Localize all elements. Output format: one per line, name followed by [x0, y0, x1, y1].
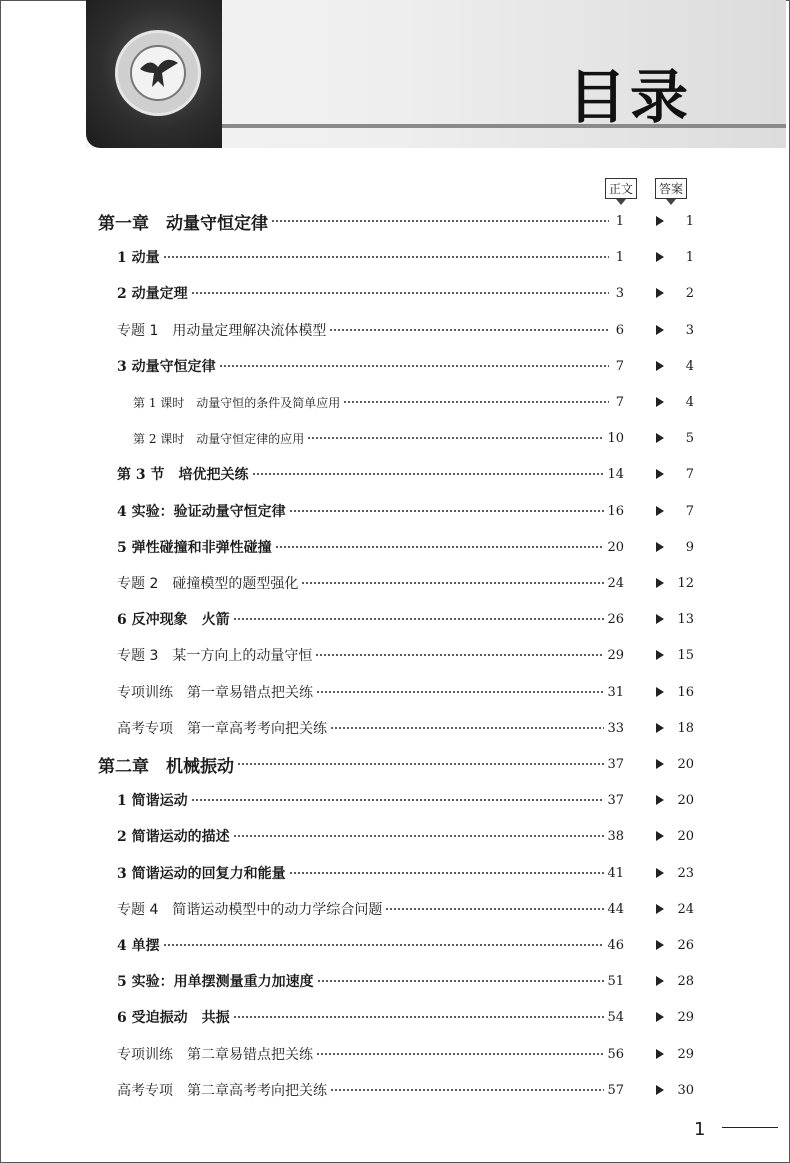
toc-entry[interactable]	[117, 571, 624, 595]
toc-row[interactable]	[0, 245, 790, 269]
triangle-pointer-icon	[656, 795, 664, 805]
triangle-pointer-icon	[656, 723, 664, 733]
toc-page-number: 46	[607, 937, 624, 953]
triangle-pointer-icon	[656, 397, 664, 407]
toc-entry-label: 4 实验：验证动量守恒定律	[117, 504, 286, 520]
triangle-pointer-icon	[656, 433, 664, 443]
toc-answer-ref[interactable]	[656, 788, 694, 812]
toc-entry-label: 第 3 节 培优把关练	[117, 467, 249, 483]
toc-answer-ref[interactable]	[656, 499, 694, 523]
toc-answer-page: 20	[677, 792, 694, 808]
toc-entry-label: 专题 3 某一方向上的动量守恒	[117, 648, 313, 664]
toc-answer-page: 4	[685, 394, 694, 410]
toc-page-number: 1	[615, 249, 624, 265]
dot-leader	[233, 618, 605, 620]
toc-answer-ref[interactable]	[656, 426, 694, 450]
dot-leader	[289, 872, 605, 874]
toc-row[interactable]	[0, 499, 790, 523]
toc-entry-label: 3 动量守恒定律	[117, 359, 216, 375]
toc-entry[interactable]	[117, 824, 624, 848]
dot-leader	[301, 582, 604, 584]
column-header-text: 正文	[605, 178, 637, 199]
dot-leader	[317, 980, 605, 982]
toc-page-number: 33	[607, 720, 624, 736]
toc-answer-ref[interactable]	[656, 390, 694, 414]
toc-entry-label: 5 实验：用单摆测量重力加速度	[117, 974, 314, 990]
toc-answer-ref[interactable]	[656, 643, 694, 667]
toc-entry-label: 专题 1 用动量定理解决流体模型	[117, 323, 327, 339]
toc-answer-ref[interactable]	[656, 824, 694, 848]
toc-answer-page: 26	[677, 937, 694, 953]
toc-entry[interactable]	[117, 1042, 624, 1066]
toc-answer-page: 7	[685, 466, 694, 482]
triangle-pointer-icon	[656, 578, 664, 588]
toc-answer-page: 29	[677, 1009, 694, 1025]
triangle-pointer-icon	[656, 1085, 664, 1095]
toc-row[interactable]	[0, 897, 790, 921]
toc-row[interactable]	[0, 824, 790, 848]
toc-row[interactable]	[0, 861, 790, 885]
triangle-pointer-icon	[656, 868, 664, 878]
toc-answer-page: 15	[677, 647, 694, 663]
toc-answer-page: 1	[685, 213, 694, 229]
toc-page-number: 51	[607, 973, 624, 989]
toc-entry[interactable]	[117, 969, 624, 993]
toc-entry-label: 第 1 课时 动量守恒的条件及简单应用	[133, 395, 341, 410]
toc-answer-page: 9	[685, 539, 694, 555]
triangle-pointer-icon	[656, 831, 664, 841]
toc-answer-page: 20	[677, 756, 694, 772]
toc-answer-ref[interactable]	[656, 969, 694, 993]
toc-row[interactable]	[0, 969, 790, 993]
dot-leader	[307, 437, 604, 439]
toc-answer-page: 4	[685, 358, 694, 374]
toc-entry-label: 专项训练 第一章易错点把关练	[117, 685, 313, 701]
triangle-pointer-icon	[656, 1012, 664, 1022]
toc-answer-ref[interactable]	[656, 281, 694, 305]
toc-answer-page: 1	[685, 249, 694, 265]
triangle-pointer-icon	[656, 976, 664, 986]
toc-entry-label: 第 2 课时 动量守恒定律的应用	[133, 431, 305, 446]
toc-answer-page: 24	[677, 901, 694, 917]
toc-page-number: 57	[607, 1082, 624, 1098]
dot-leader	[163, 944, 605, 946]
toc-entry[interactable]	[117, 643, 624, 667]
triangle-pointer-icon	[656, 687, 664, 697]
toc-page-number: 3	[615, 285, 624, 301]
toc-answer-page: 2	[685, 285, 694, 301]
toc-entry-label: 高考专项 第一章高考考向把关练	[117, 721, 327, 737]
toc-page-number: 56	[607, 1046, 624, 1062]
dot-leader	[330, 1089, 604, 1091]
toc-entry-label: 5 弹性碰撞和非弹性碰撞	[117, 540, 272, 556]
dot-leader	[316, 1053, 604, 1055]
toc-answer-page: 3	[685, 322, 694, 338]
toc-page-number: 31	[607, 684, 624, 700]
toc-answer-ref[interactable]	[656, 1078, 694, 1102]
toc-row[interactable]	[0, 571, 790, 595]
triangle-pointer-icon	[656, 506, 664, 516]
page-number: 1	[694, 1119, 706, 1140]
toc-entry[interactable]	[98, 752, 624, 776]
triangle-pointer-icon	[656, 542, 664, 552]
toc-answer-page: 5	[685, 430, 694, 446]
toc-page-number: 44	[607, 901, 624, 917]
toc-entry-label: 1 简谐运动	[117, 793, 188, 809]
triangle-pointer-icon	[656, 361, 664, 371]
toc-entry[interactable]	[117, 716, 624, 740]
triangle-pointer-icon	[656, 288, 664, 298]
triangle-pointer-icon	[656, 1049, 664, 1059]
toc-page-number: 54	[607, 1009, 624, 1025]
toc-entry[interactable]	[117, 1078, 624, 1102]
toc-entry[interactable]	[117, 281, 624, 305]
toc-answer-ref[interactable]	[656, 680, 694, 704]
toc-row[interactable]	[0, 318, 790, 342]
toc-answer-ref[interactable]	[656, 607, 694, 631]
toc-answer-ref[interactable]	[656, 897, 694, 921]
toc-answer-page: 20	[677, 828, 694, 844]
toc-answer-page: 13	[677, 611, 694, 627]
toc-row[interactable]	[0, 716, 790, 740]
toc-entry-label: 1 动量	[117, 250, 160, 266]
toc-row[interactable]	[0, 752, 790, 776]
toc-row[interactable]	[0, 209, 790, 233]
page-number-rule	[722, 1127, 778, 1128]
dot-leader	[233, 835, 605, 837]
dot-leader	[252, 473, 605, 475]
toc-page-number: 14	[607, 466, 624, 482]
triangle-pointer-icon	[656, 216, 664, 226]
triangle-pointer-icon	[656, 325, 664, 335]
triangle-pointer-icon	[656, 469, 664, 479]
toc-page-number: 26	[607, 611, 624, 627]
toc-row[interactable]	[0, 607, 790, 631]
toc-entry-label: 6 受迫振动 共振	[117, 1010, 230, 1026]
toc-entry-label: 3 简谐运动的回复力和能量	[117, 866, 286, 882]
toc-row[interactable]	[0, 426, 790, 450]
dot-leader	[233, 1016, 605, 1018]
toc-row[interactable]	[0, 390, 790, 414]
toc-entry[interactable]	[117, 933, 624, 957]
toc-row[interactable]	[0, 643, 790, 667]
dot-leader	[289, 510, 605, 512]
toc-entry[interactable]	[117, 318, 624, 342]
toc-entry-label: 第二章 机械振动	[98, 756, 234, 777]
toc-row[interactable]	[0, 933, 790, 957]
toc-entry[interactable]	[117, 499, 624, 523]
toc-answer-ref[interactable]	[656, 462, 694, 486]
dot-leader	[316, 691, 604, 693]
dot-leader	[219, 365, 609, 367]
toc-entry-label: 2 动量定理	[117, 286, 188, 302]
toc-page-number: 37	[607, 792, 624, 808]
dot-leader	[315, 654, 604, 656]
toc-page-number: 1	[615, 213, 624, 229]
toc-page-number: 29	[607, 647, 624, 663]
toc-answer-ref[interactable]	[656, 716, 694, 740]
triangle-pointer-icon	[656, 650, 664, 660]
toc-entry[interactable]	[98, 209, 624, 233]
toc-answer-page: 18	[677, 720, 694, 736]
dot-leader	[191, 292, 609, 294]
toc-row[interactable]	[0, 680, 790, 704]
toc-row[interactable]	[0, 354, 790, 378]
toc-entry[interactable]	[117, 680, 624, 704]
toc-answer-page: 7	[685, 503, 694, 519]
toc-answer-ref[interactable]	[656, 535, 694, 559]
toc-page-number: 10	[607, 430, 624, 446]
toc-page-number: 20	[607, 539, 624, 555]
toc-entry[interactable]	[117, 897, 624, 921]
toc-row[interactable]	[0, 1005, 790, 1029]
dot-leader	[271, 220, 609, 222]
toc-answer-page: 12	[677, 575, 694, 591]
toc-answer-ref[interactable]	[656, 318, 694, 342]
toc-answer-ref[interactable]	[656, 354, 694, 378]
toc-answer-ref[interactable]	[656, 209, 694, 233]
toc-page-number: 38	[607, 828, 624, 844]
triangle-pointer-icon	[656, 904, 664, 914]
toc-page-number: 7	[615, 358, 624, 374]
dot-leader	[329, 329, 609, 331]
toc-entry-label: 专题 4 简谐运动模型中的动力学综合问题	[117, 902, 383, 918]
dot-leader	[343, 401, 609, 403]
toc-row[interactable]	[0, 462, 790, 486]
toc-row[interactable]	[0, 788, 790, 812]
toc-answer-page: 28	[677, 973, 694, 989]
toc-answer-ref[interactable]	[656, 245, 694, 269]
toc-entry-label: 专项训练 第二章易错点把关练	[117, 1047, 313, 1063]
toc-entry[interactable]	[117, 607, 624, 631]
toc-answer-ref[interactable]	[656, 571, 694, 595]
toc-entry-label: 第一章 动量守恒定律	[98, 213, 268, 234]
toc-answer-page: 30	[677, 1082, 694, 1098]
toc-row[interactable]	[0, 1042, 790, 1066]
toc-entry-label: 高考专项 第二章高考考向把关练	[117, 1083, 327, 1099]
toc-entry-label: 专题 2 碰撞模型的题型强化	[117, 576, 299, 592]
triangle-pointer-icon	[656, 759, 664, 769]
column-header-answer: 答案	[655, 178, 687, 199]
toc-page-number: 37	[607, 756, 624, 772]
triangle-pointer-icon	[656, 940, 664, 950]
dot-leader	[330, 727, 604, 729]
toc-answer-ref[interactable]	[656, 752, 694, 776]
dot-leader	[385, 908, 604, 910]
toc-page-number: 41	[607, 865, 624, 881]
dot-leader	[275, 546, 605, 548]
toc-answer-page: 23	[677, 865, 694, 881]
toc-entry[interactable]	[117, 788, 624, 812]
toc-entry[interactable]	[133, 390, 624, 414]
toc-page-number: 7	[615, 394, 624, 410]
toc-entry[interactable]	[117, 462, 624, 486]
toc-entry[interactable]	[133, 426, 624, 450]
triangle-pointer-icon	[656, 614, 664, 624]
toc-entry-label: 4 单摆	[117, 938, 160, 954]
triangle-pointer-icon	[656, 252, 664, 262]
toc-answer-page: 29	[677, 1046, 694, 1062]
toc-answer-ref[interactable]	[656, 1005, 694, 1029]
toc-page-number: 6	[615, 322, 624, 338]
toc-page-number: 16	[607, 503, 624, 519]
toc-row[interactable]	[0, 535, 790, 559]
toc-page-number: 24	[607, 575, 624, 591]
toc-answer-ref[interactable]	[656, 1042, 694, 1066]
toc-entry[interactable]	[117, 535, 624, 559]
toc-entry[interactable]	[117, 354, 624, 378]
toc-answer-ref[interactable]	[656, 933, 694, 957]
toc-entry[interactable]	[117, 861, 624, 885]
toc-entry-label: 6 反冲现象 火箭	[117, 612, 230, 628]
toc-answer-page: 16	[677, 684, 694, 700]
toc-row[interactable]	[0, 281, 790, 305]
toc-row[interactable]	[0, 1078, 790, 1102]
toc-entry[interactable]	[117, 245, 624, 269]
dot-leader	[237, 763, 604, 765]
page-title: 目录	[567, 63, 692, 131]
toc-entry[interactable]	[117, 1005, 624, 1029]
toc-entry-label: 2 简谐运动的描述	[117, 829, 230, 845]
dot-leader	[163, 256, 609, 258]
dot-leader	[191, 799, 605, 801]
toc-answer-ref[interactable]	[656, 861, 694, 885]
